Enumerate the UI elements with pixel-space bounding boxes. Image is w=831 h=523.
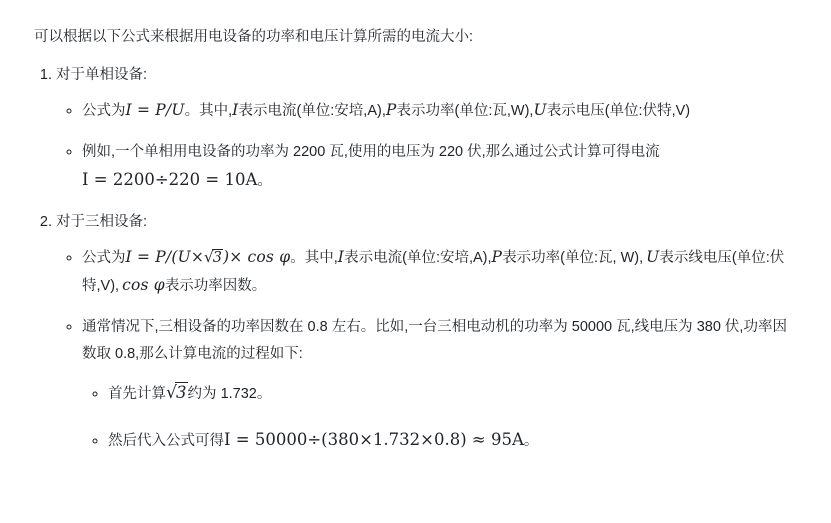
radical-sign: √ — [204, 247, 214, 266]
intro-paragraph: 可以根据以下公式来根据用电设备的功率和电压计算所需的电流大小: — [34, 29, 474, 45]
step-tail: 约为 1.732。 — [187, 385, 272, 402]
step-lead: 然后代入公式可得 — [108, 433, 224, 450]
list-item-single-phase — [56, 63, 799, 196]
single-phase-title: 1. 对于单相设备: — [56, 67, 148, 84]
bullet-single-formula — [82, 96, 799, 125]
step-sqrt — [108, 378, 799, 409]
three-phase-title: 2. 对于三相设备: — [56, 213, 148, 230]
formula-lead: 公式为 — [82, 102, 126, 119]
formula-mid: 。其中, — [184, 102, 233, 119]
desc-u: 表示电压(单位:伏特,V) — [546, 102, 691, 119]
formula-lead: 公式为 — [82, 249, 126, 266]
formula-three-phase-a: I = P/(U× — [125, 247, 205, 266]
sqrt-three — [166, 378, 188, 409]
symbol-u: U — [533, 100, 547, 119]
step-tail: 。 — [523, 433, 539, 450]
calculation-steps — [82, 378, 799, 455]
example-tail: 。 — [257, 173, 272, 190]
symbol-p: P — [491, 247, 503, 266]
desc-w-continued: W), — [620, 249, 644, 266]
numbered-list — [32, 63, 799, 455]
desc-p: 表示功率(单位:瓦,W), — [396, 102, 534, 119]
radicand: 3 — [176, 382, 187, 402]
step-lead: 首先计算 — [108, 385, 166, 402]
radical-sign: √ — [166, 382, 178, 403]
desc-u: 表示线电压(单位:伏特,V), — [82, 249, 785, 295]
symbol-p: P — [385, 100, 397, 119]
formula-single-result: I = 2200÷220 = 10A — [82, 170, 258, 190]
sqrt-three-inline — [204, 243, 223, 272]
list-item-three-phase — [56, 210, 799, 455]
step-substitute — [108, 425, 799, 455]
bullet-three-phase-example — [82, 314, 799, 455]
formula-i-equals-p-over-u: I = P/U — [125, 100, 185, 119]
example-lead: 通常情况下,三相设备的功率因数在 0.8 左右。比如,一台三相电动机的功率为 50000 瓦,线电压为 380 伏,功率因数取 0.8,那么计算电流的过程如下: — [82, 319, 787, 363]
formula-three-phase-result: I = 50000÷(380×1.732×0.8) ≈ 95A — [224, 430, 524, 450]
desc-cos-phi: 表示功率因数。 — [164, 278, 267, 295]
symbol-u: U — [646, 247, 660, 266]
desc-i: 表示电流(单位:安培,A), — [238, 102, 386, 119]
example-lead: 例如,一个单相用电设备的功率为 2200 瓦,使用的电压为 220 伏,那么通过公式计算可得电流 — [82, 143, 660, 160]
single-phase-bullets — [56, 96, 799, 196]
bullet-three-phase-formula — [82, 243, 799, 301]
symbol-i: I — [232, 100, 239, 119]
formula-three-phase-b: )× cos φ — [222, 247, 291, 266]
three-phase-bullets — [56, 243, 799, 455]
desc-i: 表示电流(单位:安培,A), — [344, 249, 492, 266]
symbol-i: I — [337, 247, 345, 266]
bullet-single-example — [82, 139, 799, 196]
desc-p: 表示功率(单位:瓦, — [502, 249, 617, 266]
radicand: 3 — [212, 249, 222, 266]
symbol-cos-phi: cos φ — [122, 276, 165, 295]
formula-mid: 。其中, — [290, 249, 338, 266]
